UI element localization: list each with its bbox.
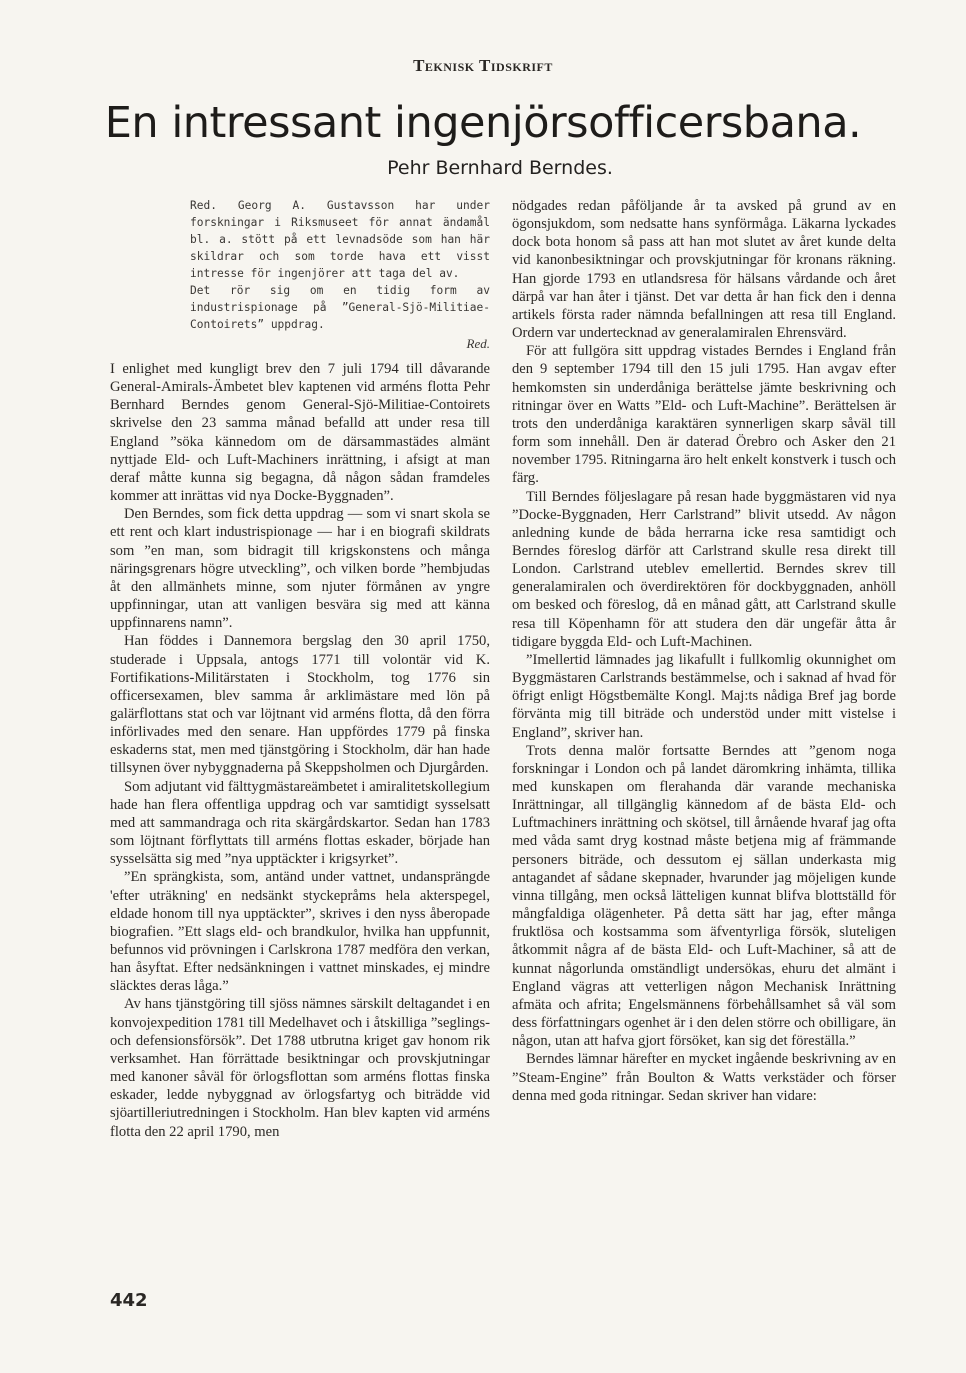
paragraph: Som adjutant vid fälttygmästareämbetet i amiralitetskollegium hade han flera offentliga uppdrag och var samtidigt sysselsatt med att sammandraga och rita skärgårdskartor. Sedan han 1783 som löjtnant förflyttats till arméns flottas eskader, började han sysselsätta sig med ”nya upptäckter i krigsyrket”.: [110, 778, 490, 868]
paragraph: Berndes lämnar härefter en mycket ingående beskrivning av en ”Steam-Engine” från Boulton & Watts verkstäder och förser denna med goda ritningar. Sedan skriver han vidare:: [512, 1051, 896, 1104]
left-column-text: [110, 360, 490, 1141]
right-column-text: [512, 197, 896, 1105]
article-title: En intressant ingenjörsofficersbana.: [104, 98, 862, 148]
paragraph: nödgades redan påföljande år ta avsked på grund av en ögonsjukdom, som nedsatte hans synförmåga. Läkarna lyckades dock bota honom så pass att han mot slutet av året kunde delta vid kanonbesiktningar och provskjutningar för kronans räkning. Han gjorde 1793 en utlandsresa för hälsans vårdande och året därpå var han åter i tjänst. Det var detta år han fick den i denna artikels första rader nämnda befallningen att resa till England. Ordern var undertecknad av generalamiralen Ehrensvärd.: [512, 198, 896, 342]
article-author: [0, 157, 966, 179]
paragraph: ”En sprängkista, som, antänd under vattnet, undansprängde 'efter uträkning' en nedsänkt styckepråms hela akterspegel, eldade honom till nya upptäckter”, skrives i den nyss åberopade biografien. ”Ett slags eld- och brandkulor, hvilka han uppfunnit, befunnos vid prövningen i Carlskrona 1787 medföra den verkan, han åsyftat. Efter nedsänkningen i vattnet minskades, ej mindre släcktes deras låga.”: [110, 869, 490, 995]
editor-signature: Red.: [466, 336, 490, 351]
paragraph: För att fullgöra sitt uppdrag vistades Berndes i England från den 9 september 1794 till den 15 juli 1795. Han avgav efter hemkomsten sin underdåniga berättelse jämte beskrivning och ritningar över en Watts ”Eld- och Luft-Machine”. Berättelsen är trots den underdåniga karaktären synnerligen skarp såväl till form som innehåll. Den är daterad Örebro och Asker den 21 november 1795. Ritningarna äro helt enkelt konstverk i tusch och färg.: [512, 343, 896, 487]
paragraph: Han föddes i Dannemora bergslag den 30 april 1750, studerade i Uppsala, antogs 1771 till volontär vid K. Fortifikations-Militärstaten i Stockholm, tog 1776 sin officersexamen, blev samma år arklimästare med lön på galärflottans stat och var löjtnant vid arméns flotta, då den förra införlivades med den senare. Han uppfördes 1779 på finska eskaderns stat, men med tjänstgöring i Stockholm, där han hade tillsynen över nybyggnaderna på Skeppsholmen och Djurgården.: [110, 633, 490, 777]
paragraph: Till Berndes följeslagare på resan hade byggmästaren vid nya ”Docke-Byggnaden, Herr Carlstrand” blivit utsedd. Av någon anledning kunde de båda herrarna icke resa samtidigt och Berndes föreslog därför att Carlstrand skulle resa direkt till London. Carlstrand uteblev emellertid. Berndes skrev till generalamiralen och överdirektören för dockbyggnaden, anhöll om besked och föreslog, då en månad gått, att Carlstrand skulle resa till Köpenhamn för att studera den där ungefär åtta år tidigare byggda Eld- och Luft-Machinen.: [512, 488, 896, 650]
paragraph: Den Berndes, som fick detta uppdrag — som vi snart skola se ett rent och klart industrispionage — har i en biografi skildrats som ”en man, som bidragit till krigskonstens och många näringsgrenars högre utveckling”, och vilken borde ”hembjudas åt den allmänhets minne, som njuter förmånen av yngre uppfinningar, utan att vanligen besvära sig med att känna uppfinnarens namn”.: [110, 506, 490, 632]
paragraph: Av hans tjänstgöring till sjöss nämnes särskilt deltagandet i en konvojexpedition 1781 till Medelhavet och i åtskilliga ”seglings- och defensionsförsök”. Det 1788 utbrutna kriget gav honom rik verksamhet. Han förrättade besiktningar och provskjutningar med kanoner såväl för örlogsflottan som arméns flottas finska eskader, ledde nybyggnad av örlogsfartyg och biträdde vid sjöartilleriutredningen i Stockholm. Han blev kapten vid arméns flotta den 22 april 1790, men: [110, 996, 490, 1140]
page-number: 442: [110, 1290, 148, 1311]
right-column: [512, 197, 896, 1105]
editor-note-paragraph: Det rör sig om en tidig form av industrispionage på ”General-Sjö-Militiae-Contoirets” uppdrag.: [190, 284, 490, 331]
editor-note: [190, 197, 490, 352]
author-name: Pehr Bernhard Berndes.: [387, 157, 613, 179]
paragraph: I enlighet med kungligt brev den 7 juli 1794 till dåvarande General-Amirals-Ämbetet blev kaptenen vid arméns flotta Pehr Bernhard Berndes genom General-Sjö-Militiae-Contoirets skrivelse den 23 samma månad befalld att under resa till England ”söka kännedom om de därsammastädes almänt nyttjade Eld- och Luft-Machiners inrättning, i afsigt at man deraf måtte kunna sig begagna, då någon sådan framdeles kommer att inrättas vid nya Docke-Byggnaden”.: [110, 361, 490, 505]
editor-note-paragraph: Red. Georg A. Gustavsson har under forskningar i Riksmuseet för annat ändamål bl. a. stött på ett levnadsöde som han här skildrar och som torde hava ett visst intresse för ingenjörer att taga del av.: [190, 199, 490, 280]
left-column: [110, 197, 490, 1141]
paragraph: Trots denna malör fortsatte Berndes att ”genom noga forskningar i London och på landet däromkring inhämta, tillika med kunskapen om flerahanda där varande mechaniska Inrättningar, all tillgänglig kännedom af de bästa Eld- och Luftmachiners inrättning och skötsel, till årnående hvaraf jag ofta med våda samt dryg kostnad måste betjena mig af främmande personers biträde, och dessutom ej sällan underkasta mig antagandet af sådane skepnader, hvarunder jag möjeligen kunde vinna tillgång, men också lätteligen kunnat blifva blottställd för mångfaldiga olägenheter. På detta sätt har jag, efter många fruktlösa och kostsamma som äfventyrliga försök, sluteligen åtkommit några af de bästa Eld- och Luft-Machiner, så att de kunnat någorlunda omständligt undersökas, ehuru det almänt i England vägras att vetterligen någon Mechanisk Inrättning afmäta och afrita; Engelsmännens förbehållsamhet så väl som dess författningars ogenhet är i den delen större och obilligare, än någon, utan att hafva gjort försöket, kan sig det föreställa.”: [512, 742, 896, 1050]
journal-masthead: Teknisk Tidskrift: [413, 56, 553, 75]
paragraph: ”Imellertid lämnades jag likafullt i fullkomlig okunnighet om Byggmästaren Carlstrands bestämmelse, och i saknad af hvad för öfrigt enligt Högstbemälte Kongl. Maj:ts nådiga Bref jag borde förvänta mig till biträde och understöd under mitt vistelse i England”, skriver han.: [512, 651, 896, 741]
